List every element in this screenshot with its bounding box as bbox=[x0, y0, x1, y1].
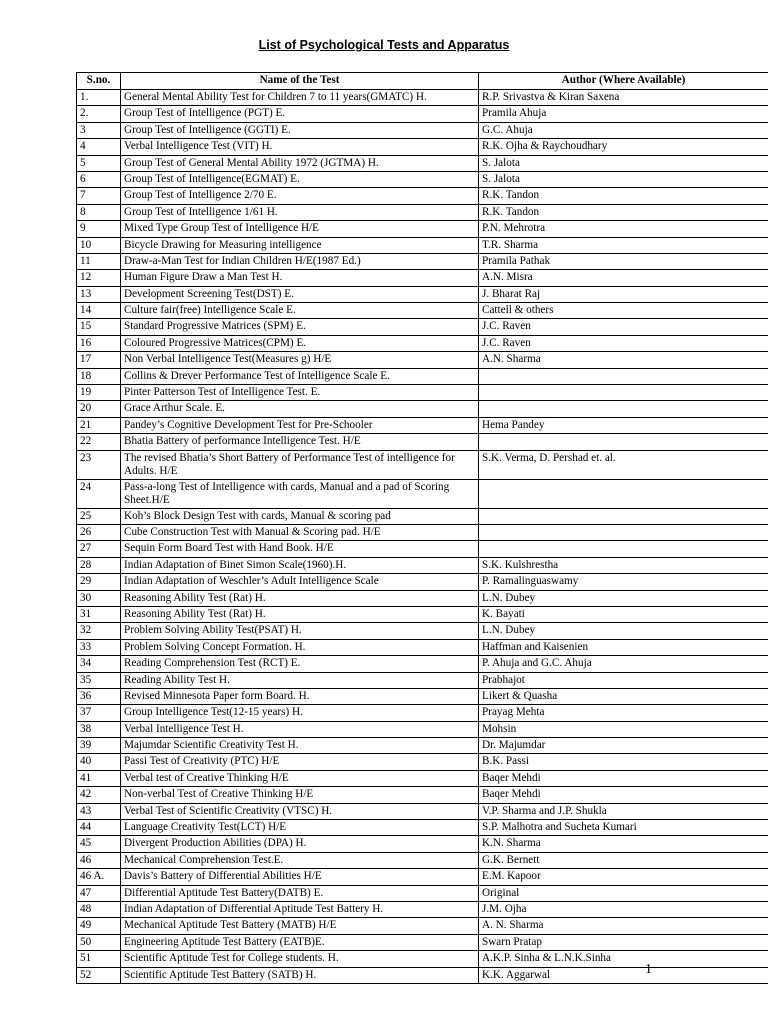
cell-sno: 33 bbox=[77, 639, 121, 655]
cell-test-name: Indian Adaptation of Binet Simon Scale(1960).H. bbox=[121, 557, 479, 573]
cell-author: L.N. Dubey bbox=[479, 623, 768, 639]
table-row bbox=[77, 672, 768, 688]
cell-sno: 26 bbox=[77, 524, 121, 540]
cell-sno: 45 bbox=[77, 836, 121, 852]
cell-test-name: Majumdar Scientific Creativity Test H. bbox=[121, 738, 479, 754]
cell-sno: 50 bbox=[77, 934, 121, 950]
table-row bbox=[77, 303, 768, 319]
cell-sno: 42 bbox=[77, 787, 121, 803]
table-row bbox=[77, 122, 768, 138]
cell-test-name: Group Test of General Mental Ability 1972 (JGTMA) H. bbox=[121, 155, 479, 171]
cell-test-name: Human Figure Draw a Man Test H. bbox=[121, 270, 479, 286]
table-row bbox=[77, 286, 768, 302]
cell-sno: 13 bbox=[77, 286, 121, 302]
cell-author: Cattell & others bbox=[479, 303, 768, 319]
cell-author: P.N. Mehrotra bbox=[479, 221, 768, 237]
table-row bbox=[77, 557, 768, 573]
cell-test-name: Problem Solving Concept Formation. H. bbox=[121, 639, 479, 655]
cell-test-name: General Mental Ability Test for Children 7 to 11 years(GMATC) H. bbox=[121, 90, 479, 106]
cell-test-name: Differential Aptitude Test Battery(DATB) E. bbox=[121, 885, 479, 901]
cell-author: Baqer Mehdi bbox=[479, 787, 768, 803]
cell-sno: 12 bbox=[77, 270, 121, 286]
cell-author: R.K. Tandon bbox=[479, 188, 768, 204]
table-row bbox=[77, 335, 768, 351]
cell-sno: 35 bbox=[77, 672, 121, 688]
cell-sno: 34 bbox=[77, 656, 121, 672]
cell-sno: 24 bbox=[77, 479, 121, 508]
cell-author: S.K. Verma, D. Pershad et. al. bbox=[479, 450, 768, 479]
cell-author: P. Ahuja and G.C. Ahuja bbox=[479, 656, 768, 672]
cell-author: P. Ramalinguaswamy bbox=[479, 574, 768, 590]
cell-author: Prabhajot bbox=[479, 672, 768, 688]
cell-sno: 46 bbox=[77, 852, 121, 868]
cell-test-name: Draw-a-Man Test for Indian Children H/E(1987 Ed.) bbox=[121, 253, 479, 269]
cell-test-name: Divergent Production Abilities (DPA) H. bbox=[121, 836, 479, 852]
table-row bbox=[77, 221, 768, 237]
table-body bbox=[77, 90, 768, 984]
cell-sno: 7 bbox=[77, 188, 121, 204]
cell-test-name: Mechanical Comprehension Test.E. bbox=[121, 852, 479, 868]
cell-sno: 10 bbox=[77, 237, 121, 253]
table-row bbox=[77, 770, 768, 786]
cell-author: Likert & Quasha bbox=[479, 688, 768, 704]
cell-author: Hema Pandey bbox=[479, 417, 768, 433]
cell-author bbox=[479, 368, 768, 384]
page-number: 1 bbox=[645, 962, 652, 977]
cell-sno: 36 bbox=[77, 688, 121, 704]
table-row bbox=[77, 754, 768, 770]
cell-test-name: Non Verbal Intelligence Test(Measures g) H/E bbox=[121, 352, 479, 368]
cell-sno: 14 bbox=[77, 303, 121, 319]
cell-sno: 46 A. bbox=[77, 869, 121, 885]
cell-test-name: Group Test of Intelligence (PGT) E. bbox=[121, 106, 479, 122]
cell-test-name: Koh’s Block Design Test with cards, Manual & scoring pad bbox=[121, 508, 479, 524]
cell-author: S. Jalota bbox=[479, 155, 768, 171]
header-test-name: Name of the Test bbox=[121, 73, 479, 90]
table-row bbox=[77, 479, 768, 508]
cell-test-name: Verbal test of Creative Thinking H/E bbox=[121, 770, 479, 786]
cell-sno: 44 bbox=[77, 820, 121, 836]
cell-sno: 47 bbox=[77, 885, 121, 901]
table-row bbox=[77, 574, 768, 590]
header-sno: S.no. bbox=[77, 73, 121, 90]
cell-sno: 3 bbox=[77, 122, 121, 138]
table-row bbox=[77, 606, 768, 622]
cell-sno: 37 bbox=[77, 705, 121, 721]
table-row bbox=[77, 106, 768, 122]
cell-test-name: Non-verbal Test of Creative Thinking H/E bbox=[121, 787, 479, 803]
table-row bbox=[77, 434, 768, 450]
cell-sno: 51 bbox=[77, 951, 121, 967]
table-row bbox=[77, 401, 768, 417]
cell-test-name: Group Intelligence Test(12-15 years) H. bbox=[121, 705, 479, 721]
table-row bbox=[77, 139, 768, 155]
table-row bbox=[77, 352, 768, 368]
table-row bbox=[77, 368, 768, 384]
cell-sno: 17 bbox=[77, 352, 121, 368]
cell-author: Pramila Pathak bbox=[479, 253, 768, 269]
cell-sno: 27 bbox=[77, 541, 121, 557]
table-row bbox=[77, 541, 768, 557]
cell-test-name: Pandey’s Cognitive Development Test for Pre-Schooler bbox=[121, 417, 479, 433]
cell-author: S.K. Kulshrestha bbox=[479, 557, 768, 573]
cell-author: T.R. Sharma bbox=[479, 237, 768, 253]
cell-sno: 19 bbox=[77, 385, 121, 401]
cell-test-name: Group Test of Intelligence 2/70 E. bbox=[121, 188, 479, 204]
table-row bbox=[77, 524, 768, 540]
table-row bbox=[77, 951, 768, 967]
cell-author: Pramila Ahuja bbox=[479, 106, 768, 122]
cell-sno: 29 bbox=[77, 574, 121, 590]
cell-test-name: Verbal Intelligence Test (VIT) H. bbox=[121, 139, 479, 155]
table-row bbox=[77, 270, 768, 286]
cell-test-name: Culture fair(free) Intelligence Scale E. bbox=[121, 303, 479, 319]
tests-table bbox=[76, 72, 768, 984]
cell-test-name: Pass-a-long Test of Intelligence with cards, Manual and a pad of Scoring Sheet.H/E bbox=[121, 479, 479, 508]
cell-author: Prayag Mehta bbox=[479, 705, 768, 721]
cell-author: K.K. Aggarwal bbox=[479, 967, 768, 983]
cell-author: Baqer Mehdi bbox=[479, 770, 768, 786]
cell-sno: 32 bbox=[77, 623, 121, 639]
cell-test-name: Mixed Type Group Test of Intelligence H/E bbox=[121, 221, 479, 237]
cell-sno: 11 bbox=[77, 253, 121, 269]
cell-sno: 48 bbox=[77, 901, 121, 917]
cell-test-name: Language Creativity Test(LCT) H/E bbox=[121, 820, 479, 836]
page-title: List of Psychological Tests and Apparatus bbox=[258, 38, 510, 52]
cell-test-name: Verbal Intelligence Test H. bbox=[121, 721, 479, 737]
table-row bbox=[77, 590, 768, 606]
cell-author: Swarn Pratap bbox=[479, 934, 768, 950]
cell-author bbox=[479, 401, 768, 417]
cell-author bbox=[479, 479, 768, 508]
cell-test-name: Engineering Aptitude Test Battery (EATB)E. bbox=[121, 934, 479, 950]
cell-sno: 4 bbox=[77, 139, 121, 155]
cell-test-name: Pinter Patterson Test of Intelligence Test. E. bbox=[121, 385, 479, 401]
table-row bbox=[77, 450, 768, 479]
table-row bbox=[77, 385, 768, 401]
cell-test-name: Revised Minnesota Paper form Board. H. bbox=[121, 688, 479, 704]
cell-author: K.N. Sharma bbox=[479, 836, 768, 852]
table-row bbox=[77, 787, 768, 803]
cell-sno: 6 bbox=[77, 171, 121, 187]
cell-author: A.N. Misra bbox=[479, 270, 768, 286]
cell-sno: 38 bbox=[77, 721, 121, 737]
cell-sno: 41 bbox=[77, 770, 121, 786]
cell-author: E.M. Kapoor bbox=[479, 869, 768, 885]
cell-sno: 5 bbox=[77, 155, 121, 171]
cell-test-name: The revised Bhatia’s Short Battery of Performance Test of intelligence for Adults. H/E bbox=[121, 450, 479, 479]
cell-sno: 16 bbox=[77, 335, 121, 351]
cell-author: L.N. Dubey bbox=[479, 590, 768, 606]
cell-author: G.K. Bernett bbox=[479, 852, 768, 868]
cell-sno: 1. bbox=[77, 90, 121, 106]
cell-author: Haffman and Kaisenien bbox=[479, 639, 768, 655]
table-header-row bbox=[77, 73, 768, 90]
cell-test-name: Scientific Aptitude Test Battery (SATB) H. bbox=[121, 967, 479, 983]
table-row bbox=[77, 623, 768, 639]
cell-author: Dr. Majumdar bbox=[479, 738, 768, 754]
cell-author bbox=[479, 541, 768, 557]
table-row bbox=[77, 319, 768, 335]
cell-author bbox=[479, 434, 768, 450]
cell-author: Mohsin bbox=[479, 721, 768, 737]
table-row bbox=[77, 90, 768, 106]
cell-test-name: Indian Adaptation of Weschler’s Adult Intelligence Scale bbox=[121, 574, 479, 590]
table-row bbox=[77, 171, 768, 187]
cell-test-name: Group Test of Intelligence 1/61 H. bbox=[121, 204, 479, 220]
cell-author: K. Bayati bbox=[479, 606, 768, 622]
table-row bbox=[77, 155, 768, 171]
cell-author: V.P. Sharma and J.P. Shukla bbox=[479, 803, 768, 819]
table-row bbox=[77, 967, 768, 983]
table-row bbox=[77, 885, 768, 901]
cell-author bbox=[479, 508, 768, 524]
cell-sno: 23 bbox=[77, 450, 121, 479]
cell-sno: 18 bbox=[77, 368, 121, 384]
table-row bbox=[77, 836, 768, 852]
cell-sno: 31 bbox=[77, 606, 121, 622]
cell-sno: 43 bbox=[77, 803, 121, 819]
table-row bbox=[77, 852, 768, 868]
table-row bbox=[77, 705, 768, 721]
cell-test-name: Davis’s Battery of Differential Abilities H/E bbox=[121, 869, 479, 885]
table-row bbox=[77, 721, 768, 737]
cell-test-name: Grace Arthur Scale. E. bbox=[121, 401, 479, 417]
cell-author: B.K. Passi bbox=[479, 754, 768, 770]
cell-sno: 39 bbox=[77, 738, 121, 754]
table-row bbox=[77, 918, 768, 934]
cell-test-name: Scientific Aptitude Test for College students. H. bbox=[121, 951, 479, 967]
cell-author: J. Bharat Raj bbox=[479, 286, 768, 302]
cell-sno: 9 bbox=[77, 221, 121, 237]
table-row bbox=[77, 237, 768, 253]
table-row bbox=[77, 803, 768, 819]
cell-sno: 22 bbox=[77, 434, 121, 450]
cell-author: R.P. Srivastva & Kiran Saxena bbox=[479, 90, 768, 106]
cell-author: S.P. Malhotra and Sucheta Kumari bbox=[479, 820, 768, 836]
table-row bbox=[77, 508, 768, 524]
cell-author: R.K. Ojha & Raychoudhary bbox=[479, 139, 768, 155]
cell-author: G.C. Ahuja bbox=[479, 122, 768, 138]
header-author: Author (Where Available) bbox=[479, 73, 768, 90]
cell-test-name: Reading Comprehension Test (RCT) E. bbox=[121, 656, 479, 672]
cell-test-name: Development Screening Test(DST) E. bbox=[121, 286, 479, 302]
cell-test-name: Standard Progressive Matrices (SPM) E. bbox=[121, 319, 479, 335]
cell-author: J.C. Raven bbox=[479, 319, 768, 335]
table-row bbox=[77, 253, 768, 269]
table-row bbox=[77, 204, 768, 220]
table-row bbox=[77, 869, 768, 885]
cell-test-name: Problem Solving Ability Test(PSAT) H. bbox=[121, 623, 479, 639]
cell-author: A. N. Sharma bbox=[479, 918, 768, 934]
cell-test-name: Passi Test of Creativity (PTC) H/E bbox=[121, 754, 479, 770]
cell-test-name: Cube Construction Test with Manual & Scoring pad. H/E bbox=[121, 524, 479, 540]
cell-test-name: Coloured Progressive Matrices(CPM) E. bbox=[121, 335, 479, 351]
cell-author bbox=[479, 385, 768, 401]
cell-author bbox=[479, 524, 768, 540]
cell-sno: 15 bbox=[77, 319, 121, 335]
cell-sno: 21 bbox=[77, 417, 121, 433]
cell-author: J.C. Raven bbox=[479, 335, 768, 351]
cell-sno: 8 bbox=[77, 204, 121, 220]
cell-author: J.M. Ojha bbox=[479, 901, 768, 917]
cell-author: S. Jalota bbox=[479, 171, 768, 187]
cell-sno: 30 bbox=[77, 590, 121, 606]
table-row bbox=[77, 656, 768, 672]
cell-sno: 20 bbox=[77, 401, 121, 417]
table-row bbox=[77, 820, 768, 836]
cell-test-name: Verbal Test of Scientific Creativity (VTSC) H. bbox=[121, 803, 479, 819]
cell-test-name: Mechanical Aptitude Test Battery (MATB) H/E bbox=[121, 918, 479, 934]
cell-sno: 40 bbox=[77, 754, 121, 770]
cell-test-name: Group Test of Intelligence(EGMAT) E. bbox=[121, 171, 479, 187]
cell-test-name: Group Test of Intelligence (GGTI) E. bbox=[121, 122, 479, 138]
cell-author: A.K.P. Sinha & L.N.K.Sinha bbox=[479, 951, 768, 967]
cell-sno: 28 bbox=[77, 557, 121, 573]
cell-test-name: Reading Ability Test H. bbox=[121, 672, 479, 688]
cell-test-name: Reasoning Ability Test (Rat) H. bbox=[121, 590, 479, 606]
cell-sno: 52 bbox=[77, 967, 121, 983]
cell-test-name: Indian Adaptation of Differential Aptitude Test Battery H. bbox=[121, 901, 479, 917]
cell-author: Original bbox=[479, 885, 768, 901]
table-row bbox=[77, 639, 768, 655]
cell-sno: 25 bbox=[77, 508, 121, 524]
table-row bbox=[77, 188, 768, 204]
table-row bbox=[77, 738, 768, 754]
cell-sno: 49 bbox=[77, 918, 121, 934]
cell-test-name: Bhatia Battery of performance Intelligence Test. H/E bbox=[121, 434, 479, 450]
table-row bbox=[77, 901, 768, 917]
cell-test-name: Sequin Form Board Test with Hand Book. H/E bbox=[121, 541, 479, 557]
table-row bbox=[77, 688, 768, 704]
cell-test-name: Collins & Drever Performance Test of Intelligence Scale E. bbox=[121, 368, 479, 384]
cell-author: A.N. Sharma bbox=[479, 352, 768, 368]
cell-sno: 2. bbox=[77, 106, 121, 122]
cell-test-name: Reasoning Ability Test (Rat) H. bbox=[121, 606, 479, 622]
table-row bbox=[77, 934, 768, 950]
table-row bbox=[77, 417, 768, 433]
cell-author: R.K. Tandon bbox=[479, 204, 768, 220]
cell-test-name: Bicycle Drawing for Measuring intelligence bbox=[121, 237, 479, 253]
